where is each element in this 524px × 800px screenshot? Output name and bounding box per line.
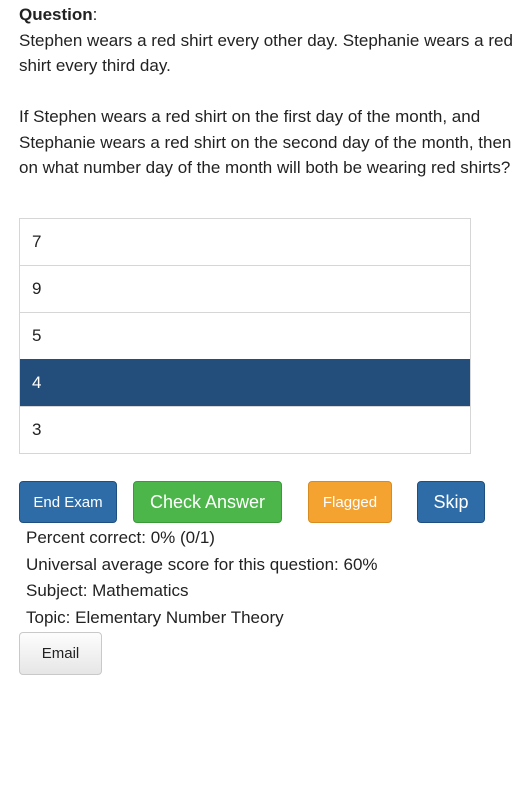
answer-choice-1[interactable]: 7 bbox=[32, 232, 42, 251]
email-button[interactable]: Email bbox=[19, 632, 102, 675]
end-exam-button[interactable]: End Exam bbox=[19, 481, 117, 523]
check-answer-button[interactable]: Check Answer bbox=[133, 481, 282, 523]
question-stats bbox=[26, 525, 378, 631]
percent-correct: Percent correct: 0% (0/1) bbox=[26, 528, 215, 547]
answer-choice-2[interactable]: 9 bbox=[20, 265, 470, 312]
flagged-button[interactable]: Flagged bbox=[308, 481, 392, 523]
skip-button[interactable]: Skip bbox=[417, 481, 485, 523]
answer-choice-5[interactable]: 3 bbox=[20, 406, 470, 453]
question-text-1: Stephen wears a red shirt every other day. Stephanie wears a red shirt every third day. bbox=[19, 30, 513, 75]
question-block bbox=[19, 2, 517, 181]
answer-choice-3[interactable]: 5 bbox=[20, 312, 470, 359]
question-heading-colon: : bbox=[92, 5, 98, 24]
universal-average-score: Universal average score for this question: 60% bbox=[26, 554, 378, 574]
answer-choices bbox=[19, 218, 471, 454]
question-text-2: If Stephen wears a red shirt on the first day of the month, and Stephanie wears a red shirt on the second day of the month, then on what number day of the month will both be wearing red shirts? bbox=[19, 107, 512, 177]
question-heading-label: Question bbox=[19, 5, 93, 24]
subject-label: Subject: Mathematics bbox=[26, 581, 189, 600]
question-heading bbox=[19, 2, 517, 28]
answer-choice-4-selected[interactable]: 4 bbox=[20, 359, 470, 406]
topic-label: Topic: Elementary Number Theory bbox=[26, 607, 284, 627]
